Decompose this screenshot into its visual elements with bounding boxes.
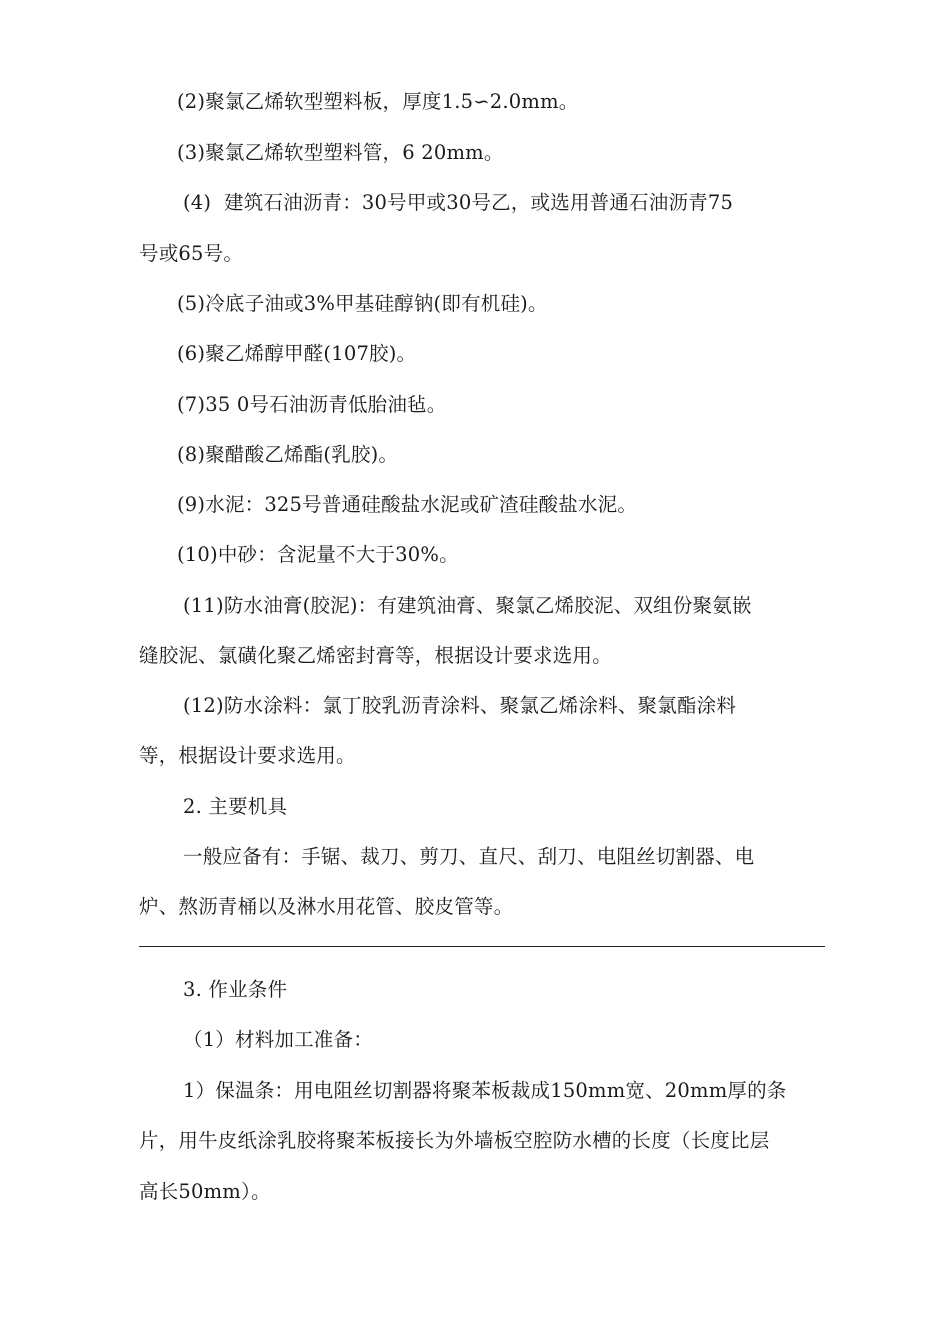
paragraph-line: (2)聚氯乙烯软型塑料板，厚度1.5∽2.0mm。 xyxy=(177,90,579,113)
paragraph-line: (3)聚氯乙烯软型塑料管，6 20mm。 xyxy=(177,141,504,164)
horizontal-divider xyxy=(139,946,825,947)
paragraph-line: 一般应备有：手锯、裁刀、剪刀、直尺、刮刀、电阻丝切割器、电 xyxy=(183,845,755,868)
paragraph-line: 1）保温条：用电阻丝切割器将聚苯板裁成150mm宽、20mm厚的条 xyxy=(183,1079,787,1102)
paragraph-line: （1）材料加工准备： xyxy=(183,1028,373,1051)
paragraph-line: (8)聚醋酸乙烯酯(乳胶)。 xyxy=(177,443,399,466)
paragraph-line: (6)聚乙烯醇甲醛(107胶)。 xyxy=(177,342,417,365)
paragraph-line: 高长50mm）。 xyxy=(139,1180,271,1203)
paragraph-line: (4) 建筑石油沥青：30号甲或30号乙，或选用普通石油沥青75 xyxy=(183,191,734,214)
paragraph-line: 等，根据设计要求选用。 xyxy=(139,744,356,767)
paragraph-line: (11)防水油膏(胶泥)：有建筑油膏、聚氯乙烯胶泥、双组份聚氨嵌 xyxy=(183,594,752,617)
paragraph-line: (9)水泥：325号普通硅酸盐水泥或矿渣硅酸盐水泥。 xyxy=(177,493,638,516)
paragraph-line: 号或65号。 xyxy=(139,242,244,265)
paragraph-line: (10)中砂：含泥量不大于30%。 xyxy=(177,543,459,566)
paragraph-line: (7)35 0号石油沥青低胎油毡。 xyxy=(177,393,447,416)
paragraph-line: 炉、熬沥青桶以及淋水用花管、胶皮管等。 xyxy=(139,895,514,918)
paragraph-line: 片，用牛皮纸涂乳胶将聚苯板接长为外墙板空腔防水槽的长度（长度比层 xyxy=(139,1129,770,1152)
paragraph-line: (12)防水涂料：氯丁胶乳沥青涂料、聚氯乙烯涂料、聚氯酯涂料 xyxy=(183,694,737,717)
paragraph-line: (5)冷底子油或3%甲基硅醇钠(即有机硅)。 xyxy=(177,292,548,315)
section-heading: 2. 主要机具 xyxy=(183,795,288,818)
paragraph-line: 缝胶泥、氯磺化聚乙烯密封膏等，根据设计要求选用。 xyxy=(139,644,612,667)
section-heading: 3. 作业条件 xyxy=(183,978,288,1001)
